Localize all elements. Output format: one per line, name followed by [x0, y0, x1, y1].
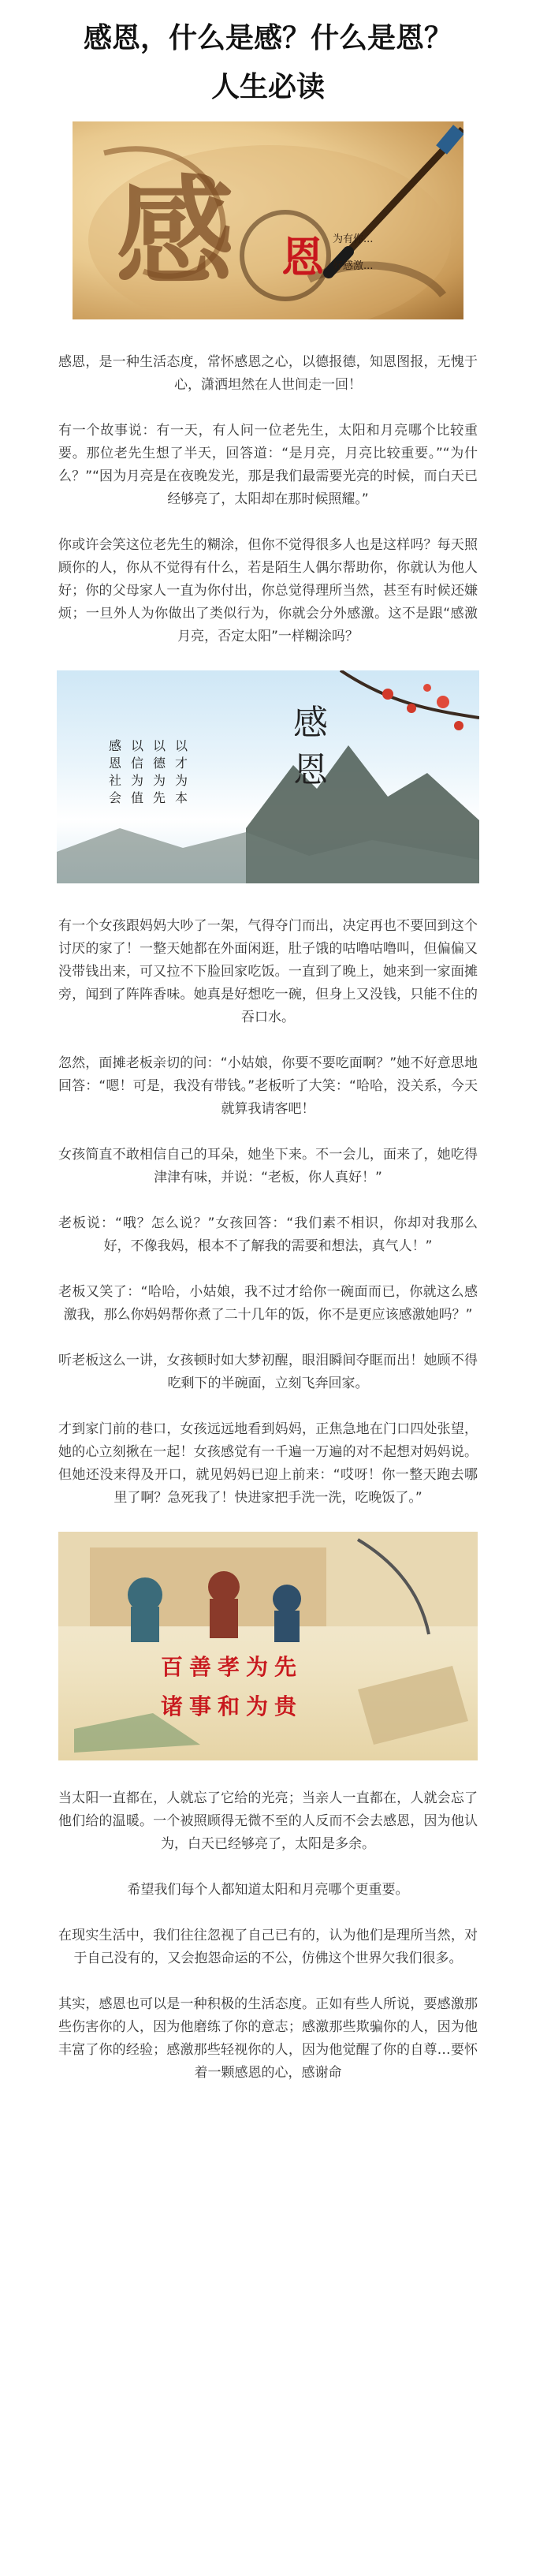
red-char: 恩	[281, 232, 324, 282]
paragraph: 其实，感恩也可以是一种积极的生活态度。正如有些人所说，要感激那些伤害你的人，因为他磨练了你的意志；感激那些欺骗你的人，因为他丰富了你的经验；感激那些轻视你的人，因为他觉醒了你的自尊…要怀着一颗感恩的心，感谢命	[58, 1996, 478, 2081]
calligraphy-line1: 百善孝为先	[161, 1654, 303, 1680]
calligraphy-gratitude-image	[73, 121, 463, 319]
paragraph: 听老板这么一讲，女孩顿时如大梦初醒，眼泪瞬间夺眶而出！她顾不得吃剩下的半碗面，立刻飞奔回家。	[58, 1353, 478, 1391]
paragraph: 才到家门前的巷口，女孩远远地看到妈妈，正焦急地在门口四处张望，她的心立刻揪在一起！女孩感觉有一千遍一万遍的对不起想对妈妈说。但她还没来得及开口，就见妈妈已迎上前来：“哎呀！你一整天跑去哪里了啊？急死我了！快进家把手洗一洗，吃晚饭了。”	[58, 1421, 478, 1506]
paragraph: 当太阳一直都在，人就忘了它给的光亮；当亲人一直都在，人就会忘了他们给的温暖。一个被照顾得无微不至的人反而不会去感恩，因为他认为，白天已经够亮了，太阳是多余。	[58, 1790, 478, 1852]
filial-piety-image	[58, 1532, 478, 1760]
paragraph: 女孩简直不敢相信自己的耳朵，她坐下来。不一会儿，面来了，她吃得津津有味，并说：“老板，你人真好！”	[58, 1147, 478, 1185]
paragraph: 在现实生活中，我们往往忽视了自己已有的，认为他们是理所当然，对于自己没有的，又会抱怨命运的不公，仿佛这个世界欠我们很多。	[58, 1928, 478, 1966]
paragraph: 希望我们每个人都知道太阳和月亮哪个更重要。	[127, 1882, 409, 1898]
caption-line2: 好感激...	[333, 260, 374, 272]
paragraph: 有一个女孩跟妈妈大吵了一架，气得夺门而出，决定再也不要回到这个讨厌的家了！一整天她都在外面闲逛，肚子饿的咕噜咕噜叫，但偏偏又没带钱出来，可又拉不下脸回家吃饭。一直到了晚上，她来到一家面摊旁，闻到了阵阵香味。她真是好想吃一碗，但身上又没钱，只能不住的吞口水。	[58, 918, 478, 1025]
big-calligraphy-char: 感	[116, 163, 235, 302]
section-c	[0, 1787, 536, 2085]
paragraph: 感恩，是一种生活态度，常怀感恩之心，以德报德，知恩图报，无愧于心，潇洒坦然在人世间走一回！	[58, 354, 478, 393]
poem-column: 以 德 为 先	[153, 738, 166, 805]
section-b	[0, 915, 536, 1510]
poem-column: 以 才 为 本	[175, 738, 188, 805]
paragraph: 有一个故事说：有一天，有人问一位老先生，太阳和月亮哪个比较重要。那位老先生想了半天，回答道：“是月亮，月亮比较重要。”“为什么？”“因为月亮是在夜晚发光，那是我们最需要光亮的时候，而白天已经够亮了，太阳却在那时候照耀。”	[58, 423, 478, 507]
article-title-line2: 人生必读	[210, 71, 325, 103]
caption-line1: 为有你...	[333, 233, 374, 245]
landscape-gratitude-image	[57, 670, 479, 883]
traditional-painting-illustration	[58, 1532, 478, 1760]
paragraph: 你或许会笑这位老先生的糊涂，但你不觉得很多人也是这样吗？每天照顾你的人，你从不觉得有什么，若是陌生人偶尔帮助你，你就认为他人好；你的父母家人一直为你付出，你总觉得理所当然，甚至有时候还嫌烦；一旦外人为你做出了类似行为，你就会分外感激。这不是跟“感激月亮，否定太阳”一样糊涂吗？	[58, 537, 478, 644]
poem-column: 以 信 为 值	[131, 738, 144, 805]
title-char-1: 感	[293, 703, 328, 743]
article-title-line1: 感恩，什么是感？什么是恩？	[83, 22, 452, 54]
paragraph: 老板说：“哦？怎么说？”女孩回答：“我们素不相识，你却对我那么好，不像我妈，根本不了解我的需要和想法，真气人！”	[58, 1215, 478, 1254]
paragraph: 忽然，面摊老板亲切的问：“小姑娘，你要不要吃面啊？”她不好意思地回答：“嗯！可是，我没有带钱。”老板听了大笑：“哈哈，没关系，今天就算我请客吧！	[58, 1055, 478, 1117]
calligraphy-line2: 诸事和为贵	[161, 1693, 303, 1719]
section-a	[0, 351, 536, 648]
poem-column: 感 恩 社 会	[109, 738, 122, 805]
title-char-2: 恩	[293, 750, 328, 790]
paragraph: 老板又笑了：“哈哈，小姑娘，我不过才给你一碗面而已，你就这么感激我，那么你妈妈帮你煮了二十几年的饭，你不是更应该感激她吗？”	[58, 1284, 478, 1323]
